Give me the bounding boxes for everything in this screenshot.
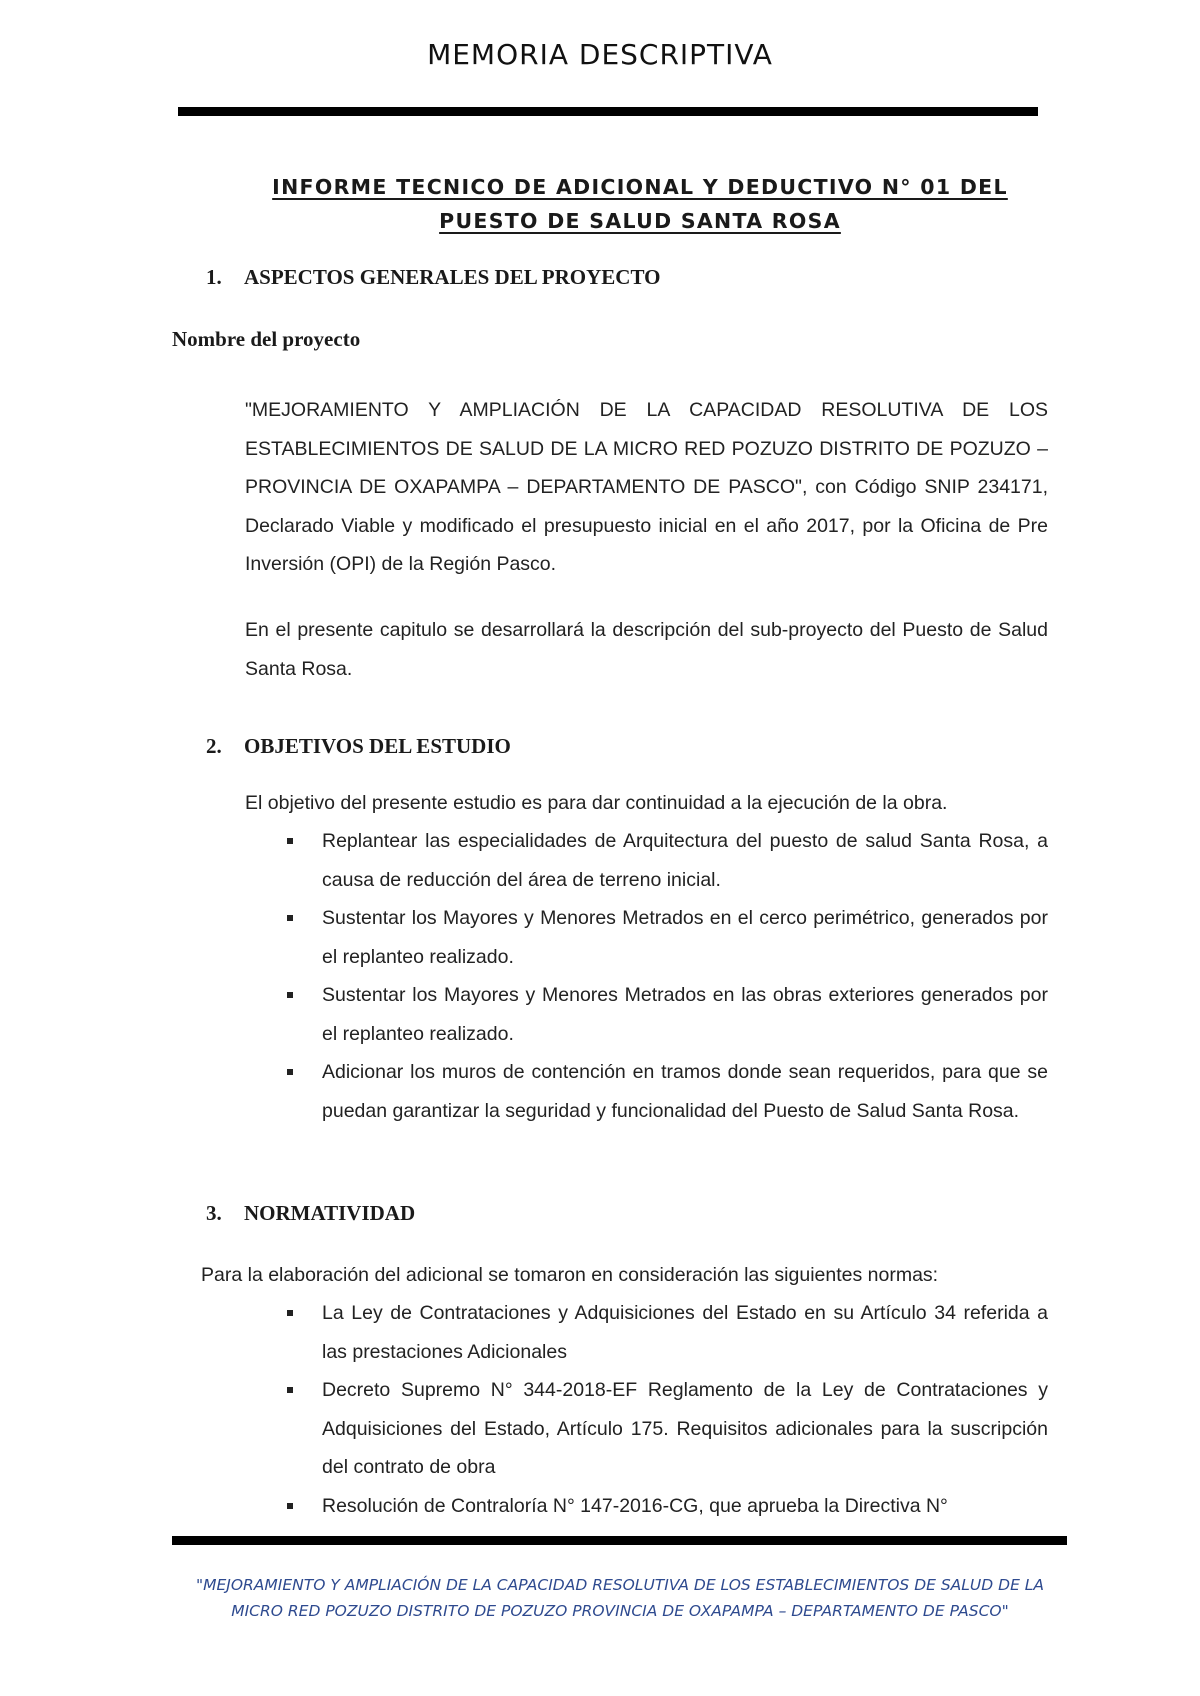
- list-item-text: Replantear las especialidades de Arquitectura del puesto de salud Santa Rosa, a causa de reducción del área de terreno inicial.: [322, 830, 1048, 891]
- section-1-title: ASPECTOS GENERALES DEL PROYECTO: [244, 265, 661, 289]
- section-2-heading: [206, 734, 511, 759]
- section-2-title: OBJETIVOS DEL ESTUDIO: [244, 734, 511, 758]
- normativity-list: [245, 1294, 1048, 1525]
- header-divider: [178, 107, 1038, 116]
- objectives-intro: El objetivo del presente estudio es para dar continuidad a la ejecución de la obra.: [245, 792, 948, 814]
- document-title: [200, 170, 1080, 238]
- list-item: [245, 1294, 1048, 1371]
- project-name-subheading: Nombre del proyecto: [172, 327, 361, 351]
- list-item-text: Decreto Supremo N° 344-2018-EF Reglamento de la Ley de Contrataciones y Adquisiciones del Estado, Artículo 175. Requisitos adicionales para la suscripción del contrato de obra: [322, 1379, 1048, 1478]
- list-item: [245, 1371, 1048, 1487]
- document-title-line-2: PUESTO DE SALUD SANTA ROSA: [439, 209, 841, 233]
- bullet-marker: [287, 915, 293, 921]
- list-item: [245, 822, 1048, 899]
- page-footer-text: "MEJORAMIENTO Y AMPLIACIÓN DE LA CAPACIDAD RESOLUTIVA DE LOS ESTABLECIMIENTOS DE SALUD DE LA MICRO RED POZUZO DISTRITO DE POZUZO PROVINCIA DE OXAPAMPA – DEPARTAMENTO DE PASCO": [195, 1576, 1045, 1620]
- bullet-marker: [287, 1503, 293, 1509]
- list-item-text: Sustentar los Mayores y Menores Metrados en las obras exteriores generados por el replanteo realizado.: [322, 984, 1048, 1045]
- bullet-marker: [287, 992, 293, 998]
- bullet-marker: [287, 1069, 293, 1075]
- section-3-heading: [206, 1201, 415, 1226]
- document-title-line-1: INFORME TECNICO DE ADICIONAL Y DEDUCTIVO N° 01 DEL: [272, 175, 1008, 199]
- list-item-text: Adicionar los muros de contención en tramos donde sean requeridos, para que se puedan garantizar la seguridad y funcionalidad del Puesto de Salud Santa Rosa.: [322, 1061, 1048, 1122]
- list-item-text: Sustentar los Mayores y Menores Metrados en el cerco perimétrico, generados por el replanteo realizado.: [322, 907, 1048, 968]
- bullet-marker: [287, 1310, 293, 1316]
- list-item: [245, 1487, 1048, 1526]
- section-3-number: 3.: [206, 1201, 222, 1225]
- section-1-number: 1.: [206, 265, 222, 289]
- list-item: [245, 976, 1048, 1053]
- normativity-intro: Para la elaboración del adicional se tomaron en consideración las siguientes normas:: [201, 1264, 939, 1286]
- bullet-marker: [287, 1387, 293, 1393]
- page-header-title: MEMORIA DESCRIPTIVA: [427, 38, 773, 71]
- section-3-title: NORMATIVIDAD: [244, 1201, 416, 1225]
- bullet-marker: [287, 838, 293, 844]
- list-item: [245, 1053, 1048, 1130]
- sub-project-paragraph: En el presente capitulo se desarrollará la descripción del sub-proyecto del Puesto de Salud Santa Rosa.: [245, 619, 1048, 680]
- footer-divider: [172, 1536, 1067, 1545]
- section-1-heading: [206, 265, 660, 290]
- list-item: [245, 899, 1048, 976]
- objectives-list: [245, 822, 1048, 1130]
- section-2-number: 2.: [206, 734, 222, 758]
- project-name-paragraph: "MEJORAMIENTO Y AMPLIACIÓN DE LA CAPACIDAD RESOLUTIVA DE LOS ESTABLECIMIENTOS DE SALUD DE LA MICRO RED POZUZO DISTRITO DE POZUZO – PROVINCIA DE OXAPAMPA – DEPARTAMENTO DE PASCO", con Código SNIP 234171, Declarado Viable y modificado el presupuesto inicial en el año 2017, por la Oficina de Pre Inversión (OPI) de la Región Pasco.: [245, 399, 1048, 575]
- list-item-text: La Ley de Contrataciones y Adquisiciones del Estado en su Artículo 34 referida a las prestaciones Adicionales: [322, 1302, 1048, 1363]
- list-item-text: Resolución de Contraloría N° 147-2016-CG, que aprueba la Directiva N°: [322, 1494, 948, 1517]
